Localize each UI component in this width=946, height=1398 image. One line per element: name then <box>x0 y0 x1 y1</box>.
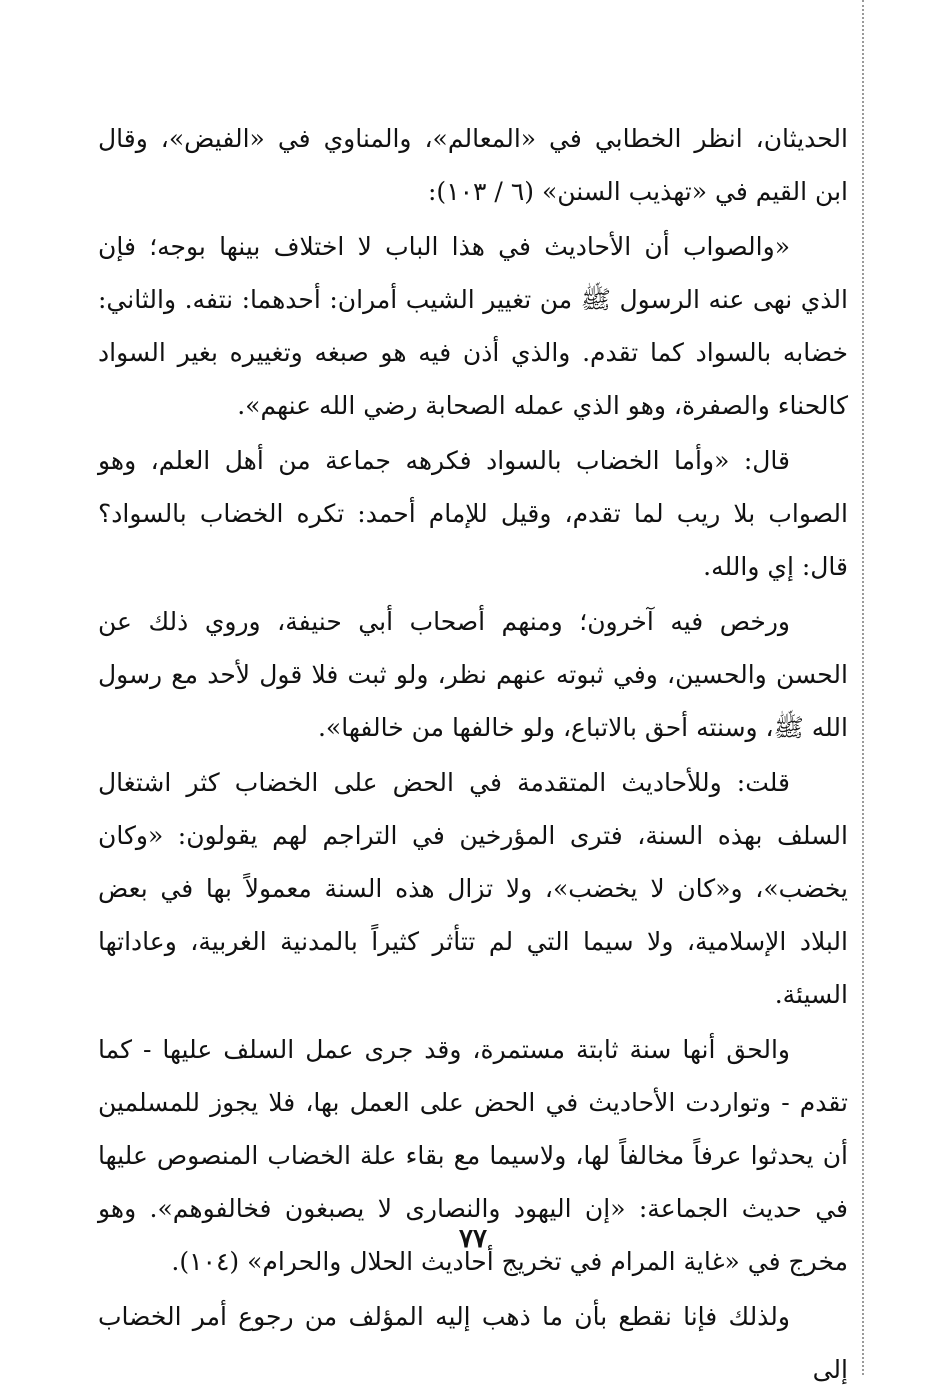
paragraph-1: الحديثان، انظر الخطابي في «المعالم»، والمناوي في «الفيض»، وقال ابن القيم في «تهذيب السنن» (٦ / ١٠٣): <box>98 124 848 206</box>
body-text <box>98 112 848 1398</box>
paragraph-5: قلت: وللأحاديث المتقدمة في الحض على الخضاب كثر اشتغال السلف بهذه السنة، فترى المؤرخين في التراجم لهم يقولون: «وكان يخضب»، و«كان لا يخضب»، ولا تزال هذه السنة معمولاً بها في بعض البلاد الإسلامية، ولا سيما التي لم تتأثر كثيراً بالمدنية الغربية، وعاداتها السيئة. <box>98 768 848 1009</box>
paragraph-2: «والصواب أن الأحاديث في هذا الباب لا اختلاف بينها بوجه؛ فإن الذي نهى عنه الرسول ﷺ من تغيير الشيب أمران: أحدهما: نتفه. والثاني: خضابه بالسواد كما تقدم. والذي أذن فيه هو صبغه وتغييره بغير السواد كالحناء والصفرة، وهو الذي عمله الصحابة رضي الله عنهم». <box>98 232 848 420</box>
page-edge-dots <box>862 0 864 1375</box>
paragraph-6: والحق أنها سنة ثابتة مستمرة، وقد جرى عمل السلف عليها - كما تقدم - وتواردت الأحاديث في الحض على العمل بها، فلا يجوز للمسلمين أن يحدثوا عرفاً مخالفاً لها، ولاسيما مع بقاء علة الخضاب المنصوص عليها في حديث الجماعة: «إن اليهود والنصارى لا يصبغون فخالفوهم». وهو مخرج في «غاية المرام في تخريج أحاديث الحلال والحرام» (١٠٤). <box>98 1035 848 1276</box>
paragraph-3: قال: «وأما الخضاب بالسواد فكرهه جماعة من أهل العلم، وهو الصواب بلا ريب لما تقدم، وقيل للإمام أحمد: تكره الخضاب بالسواد؟ قال: إي والله. <box>98 446 848 581</box>
paragraph-4: ورخص فيه آخرون؛ ومنهم أصحاب أبي حنيفة، وروي ذلك عن الحسن والحسين، وفي ثبوته عنهم نظر، ولو ثبت فلا قول لأحد مع رسول الله ﷺ، وسنته أحق بالاتباع، ولو خالفها من خالفها». <box>98 607 848 742</box>
paragraph-7: ولذلك فإنا نقطع بأن ما ذهب إليه المؤلف من رجوع أمر الخضاب إلى <box>98 1302 848 1384</box>
page-number: ٧٧ <box>459 1224 487 1254</box>
